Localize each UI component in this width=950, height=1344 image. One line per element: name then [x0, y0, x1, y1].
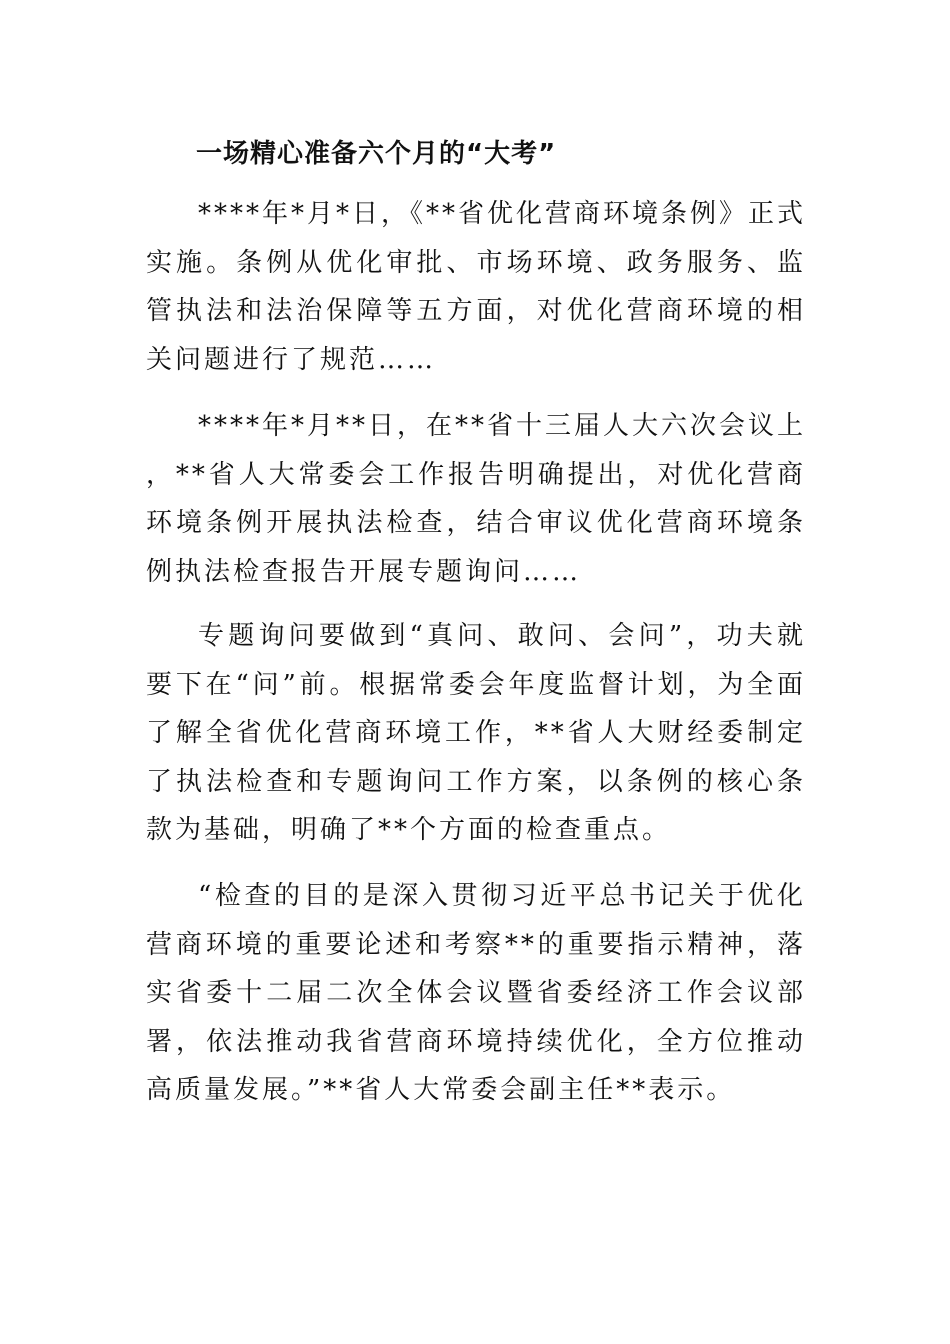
paragraph-regulation-implementation: ****年*月*日，《**省优化营商环境条例》正式实施。条例从优化审批、市场环境、政务服务、监管执法和法治保障等五方面，对优化营商环境的相关问题进行了规范…… — [146, 199, 807, 375]
article-heading: 一场精心准备六个月的“大考” — [196, 139, 557, 169]
paragraph-inquiry-preparation: 专题询问要做到“真问、敢问、会问”，功夫就要下在“问”前。根据常委会年度监督计划，为全面了解全省优化营商环境工作，**省人大财经委制定了执法检查和专题询问工作方案，以条例的核心条款为基础，明确了**个方面的检查重点。 — [146, 621, 806, 845]
paragraph-congress-report: ****年*月**日，在**省十三届人大六次会议上，**省人大常委会工作报告明确提出，对优化营商环境条例开展执法检查，结合审议优化营商环境条例执法检查报告开展专题询问…… — [146, 411, 807, 587]
paragraph-inspection-purpose: “检查的目的是深入贯彻习近平总书记关于优化营商环境的重要论述和考察**的重要指示精神，落实省委十二届二次全体会议暨省委经济工作会议部署，依法推动我省营商环境持续优化，全方位推动高质量发展。”**省人大常委会副主任**表示。 — [146, 881, 806, 1105]
